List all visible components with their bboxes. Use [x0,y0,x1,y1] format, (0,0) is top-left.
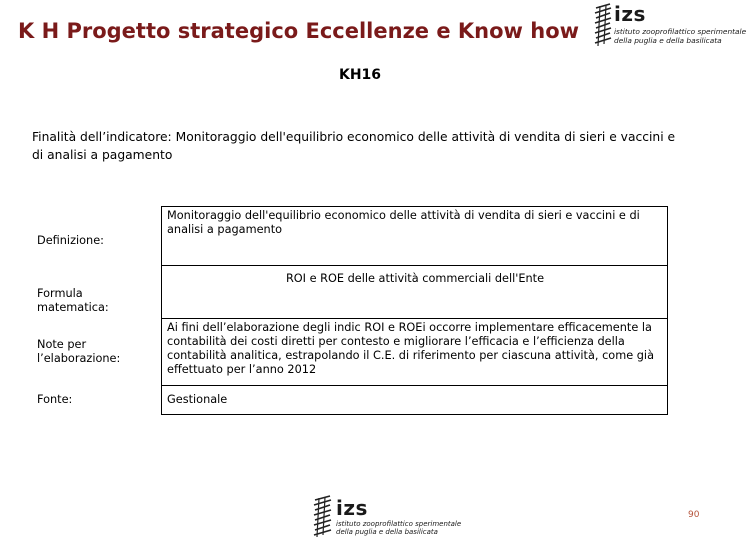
table-row [32,386,668,415]
definition-label: Definizione: [37,234,104,247]
table-row [32,207,668,266]
source-value: Gestionale [162,386,668,415]
izs-logo-subtitle-line2: della puglia e della basilicata [614,35,722,45]
notes-label: Note per l’elaborazione: [37,338,121,365]
page-title: K H Progetto strategico Eccellenze e Know how [18,19,580,43]
table-row [32,266,668,319]
izs-footer-logo [310,494,462,540]
formula-value: ROI e ROE delle attività commerciali dell'Ente [162,266,668,319]
indicator-purpose: Finalità dell’indicatore: Monitoraggio dell'equilibrio economico delle attività di vendita di sieri e vaccini e di analisi a pagamento [32,130,676,162]
page-number: 90 [688,510,700,520]
izs-footer-logo-mark-icon [310,494,334,538]
izs-logo-name: izs [614,2,646,26]
izs-footer-logo-subtitle-line1: istituto zooprofilattico sperimentale [336,520,462,528]
izs-logo-subtitle-line1: istituto zooprofilattico sperimentale [614,27,746,36]
izs-logo [592,2,746,52]
izs-logo-subtitle [614,28,746,46]
izs-footer-logo-name: izs [336,496,368,520]
izs-footer-logo-subtitle [336,520,461,537]
source-label: Fonte: [37,393,73,406]
table-row [32,319,668,386]
notes-value: Ai fini dell’elaborazione degli indic ROI e ROEi occorre implementare efficacemente la contabilità dei costi diretti per contesto e migliorare l’efficacia e l’efficienza della contabilità analitica, estrapolando il C.E. di riferimento per ciascuna attività, come già effettuato per l’anno 2012 [162,319,668,386]
formula-label: Formula matematica: [37,286,109,314]
definition-value: Monitoraggio dell'equilibrio economico delle attività di vendita di sieri e vaccini e di analisi a pagamento [162,207,668,266]
indicator-code: KH16 [338,67,382,83]
izs-footer-logo-subtitle-line2: della puglia e della basilicata [336,528,438,537]
indicator-spec-table [32,206,668,415]
izs-logo-mark-icon [592,2,614,48]
